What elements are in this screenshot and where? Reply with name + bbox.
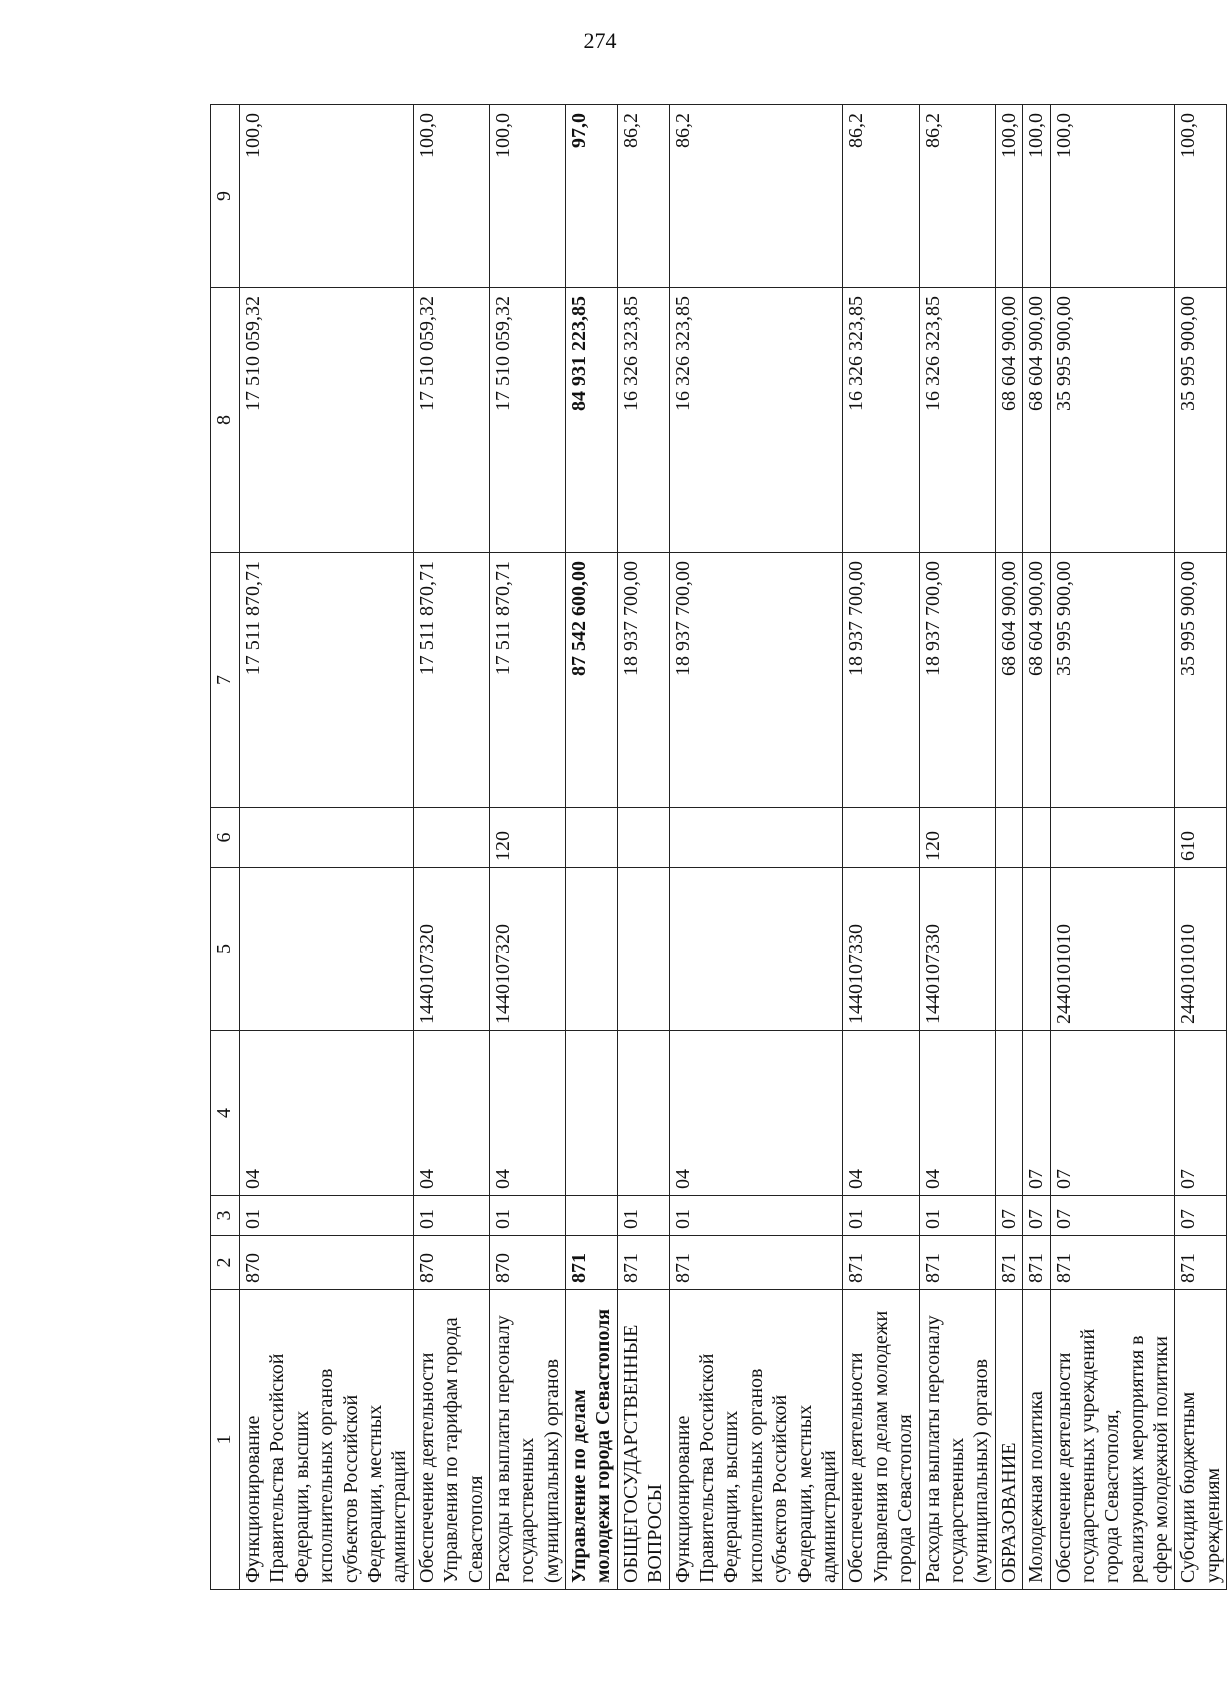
- code-grbs: 871: [919, 1236, 995, 1290]
- code-subsection: 07: [1023, 1031, 1050, 1196]
- code-target-article: [240, 868, 414, 1031]
- code-expense-type: [617, 808, 669, 868]
- code-grbs: 871: [669, 1236, 843, 1290]
- code-expense-type: 610: [1175, 808, 1227, 868]
- amount-executed: 17 510 059,32: [240, 288, 414, 553]
- code-subsection: 07: [1050, 1031, 1175, 1196]
- percent-executed: 100,0: [489, 105, 565, 288]
- code-target-article: [995, 868, 1022, 1031]
- code-section: 01: [919, 1196, 995, 1236]
- row-name: ОБЩЕГОСУДАРСТВЕННЫЕ ВОПРОСЫ: [617, 1290, 669, 1590]
- row-name: Функционирование Правительства Российской Федерации, высших исполнительных органов субъектов Российской Федерации, местных администраций: [669, 1290, 843, 1590]
- table-row: [843, 105, 919, 1590]
- code-target-article: 1440107330: [919, 868, 995, 1031]
- code-subsection: [995, 1031, 1022, 1196]
- row-name: Молодежная политика: [1023, 1290, 1050, 1590]
- code-expense-type: 120: [919, 808, 995, 868]
- table-row: [1050, 105, 1175, 1590]
- rotated-table-container: [210, 105, 1224, 1590]
- amount-executed: 84 931 223,85: [566, 288, 618, 553]
- amount-executed: 16 326 323,85: [919, 288, 995, 553]
- amount-executed: 16 326 323,85: [843, 288, 919, 553]
- amount-executed: 35 995 900,00: [1175, 288, 1227, 553]
- row-name: Обеспечение деятельности государственных учреждений города Севастополя, реализующих мероприятия в сфере молодежной политики: [1050, 1290, 1175, 1590]
- code-grbs: 870: [413, 1236, 489, 1290]
- code-expense-type: [566, 808, 618, 868]
- amount-planned: 35 995 900,00: [1175, 553, 1227, 808]
- amount-planned: 68 604 900,00: [1023, 553, 1050, 808]
- page-number: 274: [583, 28, 617, 53]
- amount-executed: 16 326 323,85: [669, 288, 843, 553]
- table-row: [240, 105, 414, 1590]
- code-expense-type: [1050, 808, 1175, 868]
- code-grbs: 871: [1050, 1236, 1175, 1290]
- percent-executed: 97,0: [566, 105, 618, 288]
- amount-executed: 68 604 900,00: [995, 288, 1022, 553]
- header-cell: 2: [211, 1236, 240, 1290]
- code-target-article: 2440101010: [1175, 868, 1227, 1031]
- table-row: [1175, 105, 1227, 1590]
- row-name: ОБРАЗОВАНИЕ: [995, 1290, 1022, 1590]
- header-cell: 6: [211, 808, 240, 868]
- row-name: Функционирование Правительства Российской Федерации, высших исполнительных органов субъектов Российской Федерации, местных администраций: [240, 1290, 414, 1590]
- row-name: Расходы на выплаты персоналу государственных (муниципальных) органов: [919, 1290, 995, 1590]
- table-row: [617, 105, 669, 1590]
- percent-executed: 100,0: [1175, 105, 1227, 288]
- code-grbs: 870: [489, 1236, 565, 1290]
- code-section: 07: [995, 1196, 1022, 1236]
- code-expense-type: [843, 808, 919, 868]
- code-expense-type: [1023, 808, 1050, 868]
- amount-executed: 35 995 900,00: [1050, 288, 1175, 553]
- code-subsection: [617, 1031, 669, 1196]
- code-grbs: 871: [843, 1236, 919, 1290]
- amount-executed: 17 510 059,32: [489, 288, 565, 553]
- budget-table: [210, 104, 1227, 1590]
- code-subsection: 04: [919, 1031, 995, 1196]
- code-expense-type: [240, 808, 414, 868]
- code-grbs: 871: [617, 1236, 669, 1290]
- amount-planned: 68 604 900,00: [995, 553, 1022, 808]
- table-row: [919, 105, 995, 1590]
- code-target-article: 1440107320: [413, 868, 489, 1031]
- header-cell: 8: [211, 288, 240, 553]
- amount-planned: 18 937 700,00: [669, 553, 843, 808]
- code-target-article: [669, 868, 843, 1031]
- table-row: [1023, 105, 1050, 1590]
- code-expense-type: 120: [489, 808, 565, 868]
- code-expense-type: [413, 808, 489, 868]
- table-row: [413, 105, 489, 1590]
- row-name: Обеспечение деятельности Управления по делам молодежи города Севастополя: [843, 1290, 919, 1590]
- amount-planned: 18 937 700,00: [919, 553, 995, 808]
- header-cell: 4: [211, 1031, 240, 1196]
- percent-executed: 100,0: [413, 105, 489, 288]
- row-name: Обеспечение деятельности Управления по тарифам города Севастополя: [413, 1290, 489, 1590]
- percent-executed: 100,0: [240, 105, 414, 288]
- percent-executed: 100,0: [995, 105, 1022, 288]
- header-cell: 7: [211, 553, 240, 808]
- percent-executed: 86,2: [843, 105, 919, 288]
- code-expense-type: [995, 808, 1022, 868]
- code-subsection: 04: [413, 1031, 489, 1196]
- code-section: 01: [413, 1196, 489, 1236]
- code-section: [566, 1196, 618, 1236]
- percent-executed: 86,2: [669, 105, 843, 288]
- code-target-article: [1023, 868, 1050, 1031]
- code-grbs: 871: [1023, 1236, 1050, 1290]
- code-target-article: [617, 868, 669, 1031]
- code-target-article: 2440101010: [1050, 868, 1175, 1031]
- percent-executed: 86,2: [919, 105, 995, 288]
- code-section: 07: [1175, 1196, 1227, 1236]
- code-target-article: 1440107330: [843, 868, 919, 1031]
- code-grbs: 870: [240, 1236, 414, 1290]
- row-name: Субсидии бюджетным учреждениям: [1175, 1290, 1227, 1590]
- header-cell: 3: [211, 1196, 240, 1236]
- percent-executed: 86,2: [617, 105, 669, 288]
- amount-planned: 17 511 870,71: [413, 553, 489, 808]
- code-subsection: 04: [669, 1031, 843, 1196]
- row-name: Расходы на выплаты персоналу государственных (муниципальных) органов: [489, 1290, 565, 1590]
- percent-executed: 100,0: [1023, 105, 1050, 288]
- table-row: [669, 105, 843, 1590]
- code-grbs: 871: [566, 1236, 618, 1290]
- code-expense-type: [669, 808, 843, 868]
- row-name: Управление по делам молодежи города Севастополя: [566, 1290, 618, 1590]
- code-target-article: [566, 868, 618, 1031]
- amount-planned: 18 937 700,00: [617, 553, 669, 808]
- code-grbs: 871: [1175, 1236, 1227, 1290]
- amount-executed: 68 604 900,00: [1023, 288, 1050, 553]
- code-section: 01: [617, 1196, 669, 1236]
- table-row: [566, 105, 618, 1590]
- code-section: 01: [843, 1196, 919, 1236]
- percent-executed: 100,0: [1050, 105, 1175, 288]
- table-body: [240, 105, 1227, 1590]
- amount-planned: 87 542 600,00: [566, 553, 618, 808]
- code-subsection: [566, 1031, 618, 1196]
- header-cell: 1: [211, 1290, 240, 1590]
- code-subsection: 07: [1175, 1031, 1227, 1196]
- code-subsection: 04: [843, 1031, 919, 1196]
- code-subsection: 04: [240, 1031, 414, 1196]
- code-section: 07: [1050, 1196, 1175, 1236]
- code-target-article: 1440107320: [489, 868, 565, 1031]
- amount-planned: 17 511 870,71: [240, 553, 414, 808]
- code-grbs: 871: [995, 1236, 1022, 1290]
- amount-planned: 18 937 700,00: [843, 553, 919, 808]
- code-section: 01: [240, 1196, 414, 1236]
- header-cell: 5: [211, 868, 240, 1031]
- header-cell: 9: [211, 105, 240, 288]
- amount-planned: 35 995 900,00: [1050, 553, 1175, 808]
- amount-executed: 16 326 323,85: [617, 288, 669, 553]
- code-section: 01: [669, 1196, 843, 1236]
- table-row: [489, 105, 565, 1590]
- header-row: [211, 105, 240, 1590]
- code-subsection: 04: [489, 1031, 565, 1196]
- table-row: [995, 105, 1022, 1590]
- code-section: 07: [1023, 1196, 1050, 1236]
- amount-executed: 17 510 059,32: [413, 288, 489, 553]
- amount-planned: 17 511 870,71: [489, 553, 565, 808]
- code-section: 01: [489, 1196, 565, 1236]
